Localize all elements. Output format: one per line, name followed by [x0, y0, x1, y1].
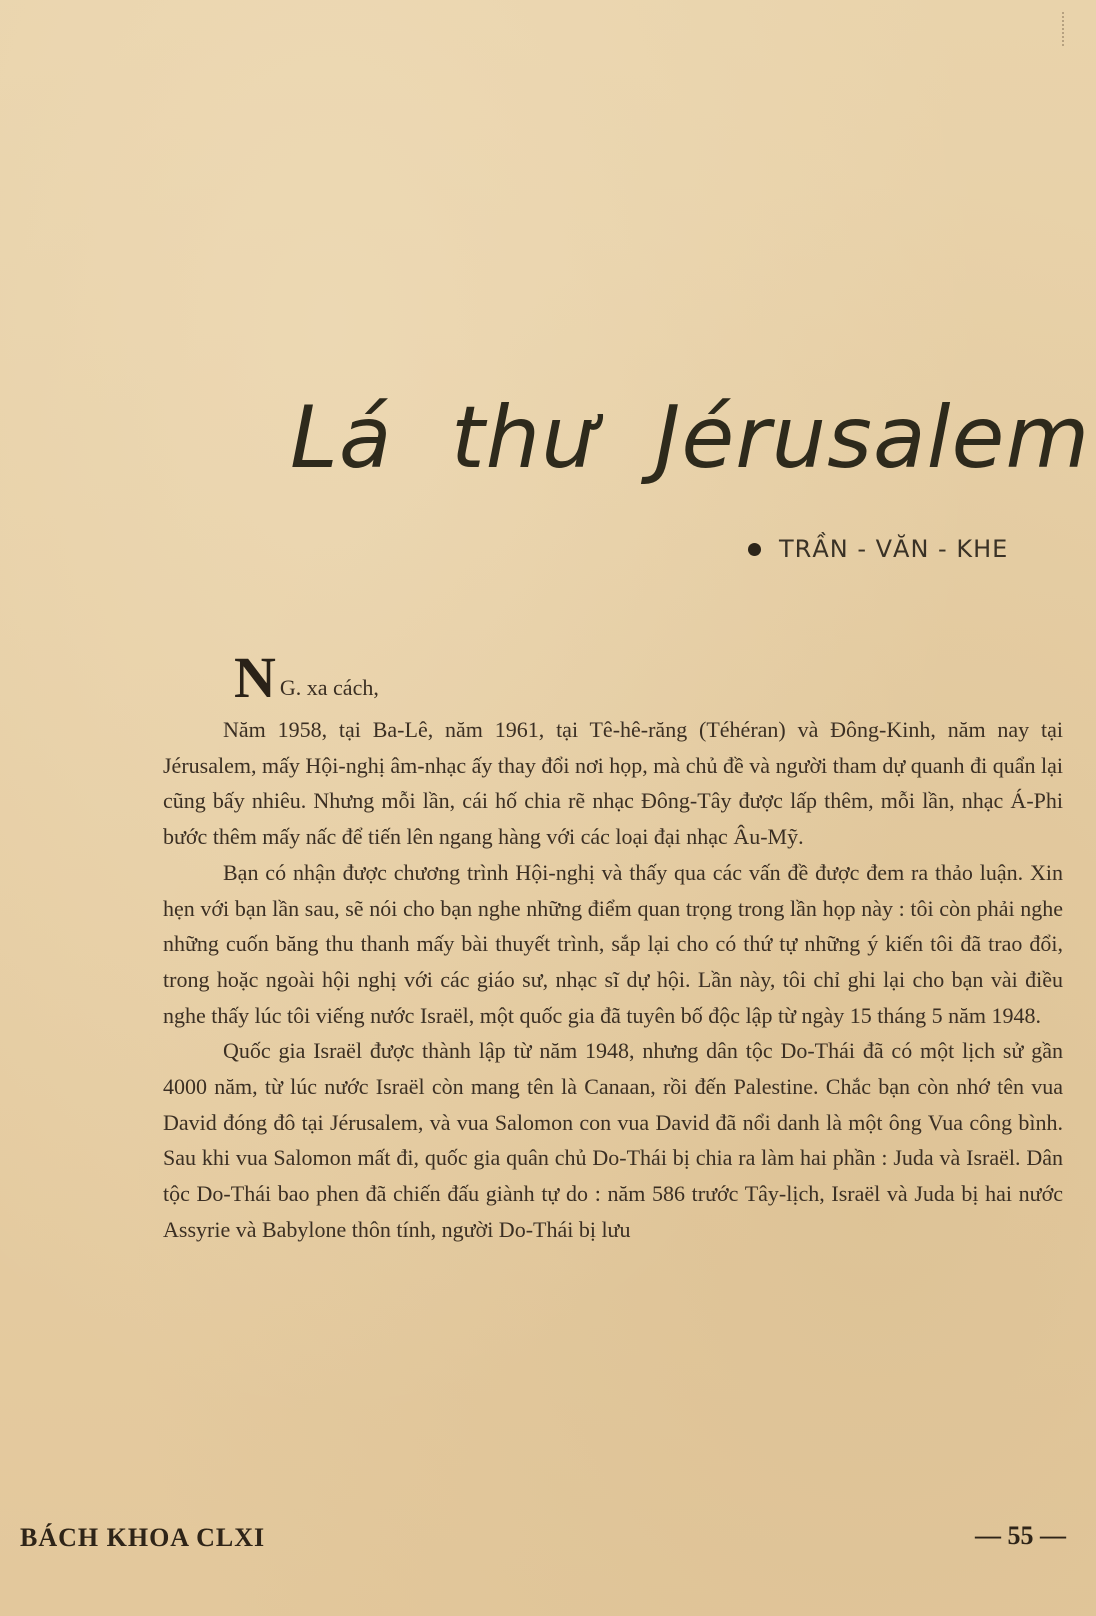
publication-name: BÁCH KHOA CLXI: [20, 1523, 266, 1552]
author-name: TRẦN - VĂN - KHE: [779, 535, 1009, 563]
salutation-text: G. xa cách,: [279, 675, 379, 700]
salutation: [234, 645, 379, 710]
paragraph-1: Năm 1958, tại Ba-Lê, năm 1961, tại Tê-hê-răng (Téhéran) và Đông-Kinh, năm nay tại Jérusalem, mấy Hội-nghị âm-nhạc ấy thay đổi nơi họp, mà chủ đề và người tham dự quanh đi quẩn lại cũng bấy nhiêu. Nhưng mỗi lần, cái hố chia rẽ nhạc Đông-Tây được lấp thêm, mỗi lần, nhạc Á-Phi bước thêm mấy nấc để tiến lên ngang hàng với các loại đại nhạc Âu-Mỹ.: [163, 717, 1063, 850]
article-body: [163, 712, 1063, 1248]
page-number: — 55 —: [975, 1521, 1066, 1550]
drop-cap: N: [234, 645, 276, 710]
page-edge-mark: [1062, 12, 1074, 46]
author-byline: [748, 535, 1008, 563]
article-title: Lá thư Jérusalem: [290, 388, 1091, 488]
paragraph-3: Quốc gia Israël được thành lập từ năm 1948, nhưng dân tộc Do-Thái đã có một lịch sử gần 4000 năm, từ lúc nước Israël còn mang tên là Canaan, rồi đến Palestine. Chắc bạn còn nhớ tên vua David đóng đô tại Jérusalem, và vua Salomon con vua David đã nổi danh là một ông Vua công bình. Sau khi vua Salomon mất đi, quốc gia quân chủ Do-Thái bị chia ra làm hai phần : Juda và Israël. Dân tộc Do-Thái bao phen đã chiến đấu giành tự do : năm 586 trước Tây-lịch, Israël và Juda bị hai nước Assyrie và Babylone thôn tính, người Do-Thái bị lưu: [163, 1038, 1063, 1242]
bullet-icon: [748, 543, 761, 556]
paragraph-2: Bạn có nhận được chương trình Hội-nghị và thấy qua các vấn đề được đem ra thảo luận. Xin hẹn với bạn lần sau, sẽ nói cho bạn nghe những điểm quan trọng trong lần họp này : tôi còn phải nghe những cuốn băng thu thanh mấy bài thuyết trình, sắp lại cho có thứ tự những ý kiến tôi đã trao đổi, trong hoặc ngoài hội nghị với các giáo sư, nhạc sĩ dự hội. Lần này, tôi chỉ ghi lại cho bạn vài điều nghe thấy lúc tôi viếng nước Israël, một quốc gia đã tuyên bố độc lập từ ngày 15 tháng 5 năm 1948.: [163, 859, 1063, 1028]
